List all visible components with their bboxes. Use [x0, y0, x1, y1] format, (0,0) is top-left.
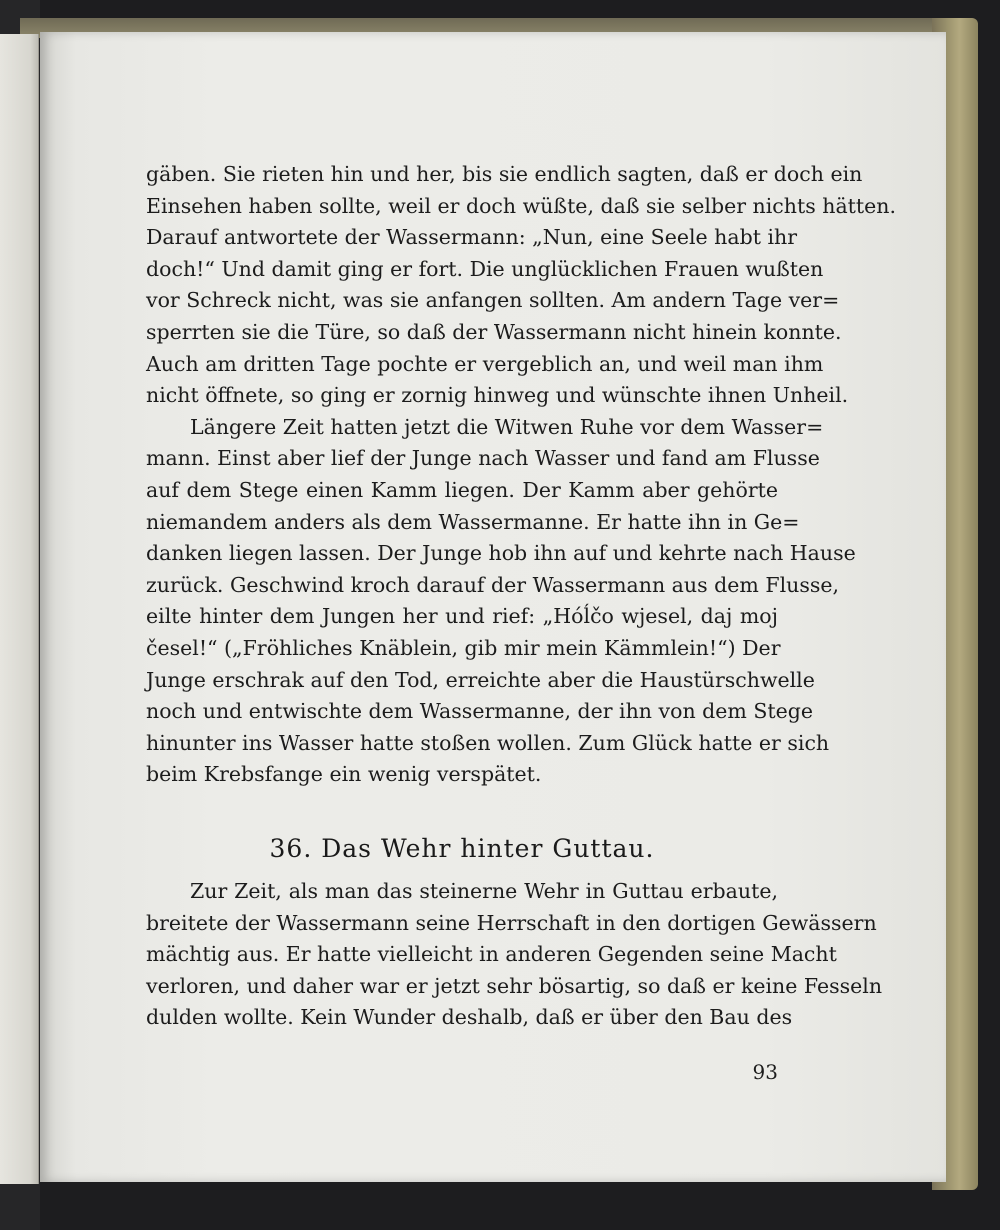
text-line: doch!“ Und damit ging er fort. Die unglücklichen Frauen wußten: [146, 256, 824, 281]
text-line: noch und entwischte dem Wassermanne, der ihn von dem Stege: [146, 699, 814, 724]
text-line: dulden wollte. Kein Wunder deshalb, daß er über den Bau des: [146, 1005, 793, 1030]
text-line: gäben. Sie rieten hin und her, bis sie endlich sagten, daß er doch ein: [146, 162, 863, 186]
text-line: česel!“ („Fröhliches Knäblein, gib mir mein Kämmlein!“) Der: [146, 635, 781, 660]
page-number: 93: [752, 1060, 778, 1084]
text-line: Darauf antwortete der Wassermann: „Nun, eine Seele habt ihr: [146, 225, 798, 250]
text-line: Zur Zeit, als man das steinerne Wehr in Guttau erbaute,: [190, 879, 778, 903]
text-line: sperrten sie die Türe, so daß der Wassermann nicht hinein konnte.: [146, 319, 842, 344]
story-text-bottom: [146, 876, 883, 1034]
text-line: auf dem Stege einen Kamm liegen. Der Kamm aber gehörte: [146, 477, 778, 502]
text-line: vor Schreck nicht, was sie anfangen sollten. Am andern Tage ver=: [146, 288, 840, 313]
text-line: mann. Einst aber lief der Junge nach Wasser und fand am Flusse: [146, 446, 820, 471]
text-line: verloren, und daher war er jetzt sehr bösartig, so daß er keine Fesseln: [146, 973, 883, 998]
text-line: Längere Zeit hatten jetzt die Witwen Ruhe vor dem Wasser=: [190, 414, 824, 439]
text-line: niemandem anders als dem Wassermanne. Er hatte ihn in Ge=: [146, 509, 800, 534]
text-line: zurück. Geschwind kroch darauf der Wassermann aus dem Flusse,: [146, 572, 840, 597]
text-line: Einsehen haben sollte, weil er doch wüßte, daß sie selber nichts hätten.: [146, 193, 897, 218]
section-heading: 36. Das Wehr hinter Guttau.: [269, 834, 655, 863]
text-line: mächtig aus. Er hatte vielleicht in anderen Gegenden seine Macht: [146, 942, 837, 967]
text-line: Junge erschrak auf den Tod, erreichte aber die Haustürschwelle: [146, 667, 815, 692]
text-line: Auch am dritten Tage pochte er vergeblich an, und weil man ihm: [146, 351, 824, 376]
text-line: danken liegen lassen. Der Junge hob ihn auf und kehrte nach Hause: [146, 541, 856, 566]
text-line: hinunter ins Wasser hatte stoßen wollen. Zum Glück hatte er sich: [146, 730, 830, 755]
story-text-top: [146, 159, 897, 791]
previous-page-edge: [0, 34, 39, 1184]
text-line: beim Krebsfange ein wenig verspätet.: [146, 762, 542, 787]
text-line: breitete der Wassermann seine Herrschaft in den dortigen Gewässern: [146, 910, 877, 935]
text-line: eilte hinter dem Jungen her und rief: „Hóĺčo wjesel, daj moj: [146, 604, 778, 629]
text-line: nicht öffnete, so ging er zornig hinweg und wünschte ihnen Unheil.: [146, 383, 849, 408]
